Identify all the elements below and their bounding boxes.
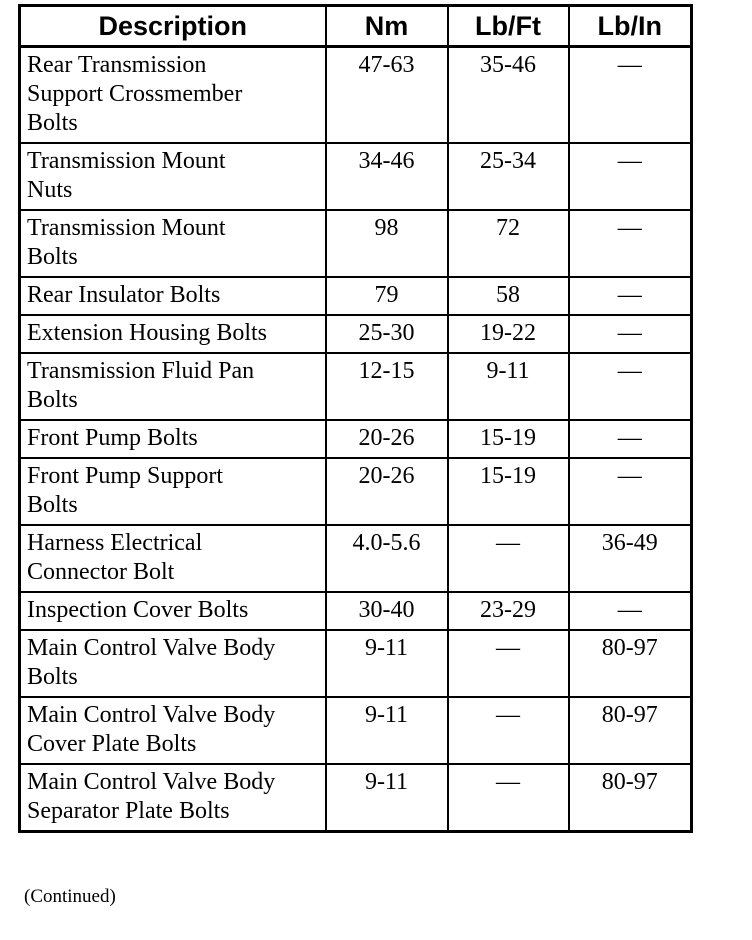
description-cell: [20, 525, 326, 592]
description-line: Main Control Valve Body: [27, 769, 276, 795]
description-line: Extension Housing Bolts: [27, 320, 268, 346]
description-cell: [20, 697, 326, 764]
description-cell: [20, 353, 326, 420]
lbft-cell: 35-46: [448, 47, 569, 144]
lbft-cell: —: [448, 630, 569, 697]
table-row: [20, 764, 692, 832]
table-row: [20, 697, 692, 764]
lbin-cell: —: [569, 458, 692, 525]
description-line: Harness Electrical: [27, 530, 203, 556]
nm-cell: 9-11: [326, 764, 448, 832]
lbin-cell: —: [569, 143, 692, 210]
lbin-cell: —: [569, 277, 692, 315]
torque-spec-table: [18, 4, 693, 833]
nm-cell: 9-11: [326, 630, 448, 697]
lbft-cell: 9-11: [448, 353, 569, 420]
description-cell: [20, 143, 326, 210]
description-cell: [20, 592, 326, 630]
table-row: [20, 47, 692, 144]
lbft-cell: 58: [448, 277, 569, 315]
description-cell: [20, 47, 326, 144]
description-cell: [20, 210, 326, 277]
table-row: [20, 353, 692, 420]
description-line: Bolts: [27, 244, 78, 270]
lbin-cell: —: [569, 210, 692, 277]
header-description: Description: [20, 6, 326, 47]
lbft-cell: 19-22: [448, 315, 569, 353]
description-line: Cover Plate Bolts: [27, 731, 197, 757]
header-nm: Nm: [326, 6, 448, 47]
nm-cell: 25-30: [326, 315, 448, 353]
table-row: [20, 143, 692, 210]
description-line: Nuts: [27, 177, 73, 203]
description-line: Connector Bolt: [27, 559, 175, 585]
lbft-cell: —: [448, 764, 569, 832]
nm-cell: 79: [326, 277, 448, 315]
description-line: Transmission Fluid Pan: [27, 358, 255, 384]
description-line: Bolts: [27, 492, 78, 518]
description-line: Bolts: [27, 110, 78, 136]
table-row: [20, 277, 692, 315]
lbft-cell: 72: [448, 210, 569, 277]
lbft-cell: 25-34: [448, 143, 569, 210]
description-line: Rear Insulator Bolts: [27, 282, 221, 308]
table-row: [20, 420, 692, 458]
description-cell: [20, 630, 326, 697]
lbin-cell: 36-49: [569, 525, 692, 592]
description-cell: [20, 764, 326, 832]
description-line: Separator Plate Bolts: [27, 798, 230, 824]
continued-note: (Continued): [24, 886, 116, 907]
lbin-cell: 80-97: [569, 697, 692, 764]
description-line: Inspection Cover Bolts: [27, 597, 249, 623]
description-line: Bolts: [27, 664, 78, 690]
description-line: Front Pump Support: [27, 463, 224, 489]
nm-cell: 4.0-5.6: [326, 525, 448, 592]
lbft-cell: —: [448, 697, 569, 764]
lbft-cell: 23-29: [448, 592, 569, 630]
table-row: [20, 525, 692, 592]
lbin-cell: —: [569, 315, 692, 353]
lbft-cell: —: [448, 525, 569, 592]
table-row: [20, 630, 692, 697]
nm-cell: 98: [326, 210, 448, 277]
description-line: Support Crossmember: [27, 81, 243, 107]
nm-cell: 47-63: [326, 47, 448, 144]
description-line: Rear Transmission: [27, 52, 207, 78]
description-cell: [20, 315, 326, 353]
header-row: [20, 6, 692, 47]
lbft-cell: 15-19: [448, 420, 569, 458]
table-row: [20, 458, 692, 525]
lbft-cell: 15-19: [448, 458, 569, 525]
lbin-cell: —: [569, 47, 692, 144]
lbin-cell: —: [569, 420, 692, 458]
description-line: Bolts: [27, 387, 78, 413]
lbin-cell: —: [569, 592, 692, 630]
nm-cell: 30-40: [326, 592, 448, 630]
table-body: [20, 47, 692, 832]
nm-cell: 34-46: [326, 143, 448, 210]
description-line: Main Control Valve Body: [27, 702, 276, 728]
table-row: [20, 315, 692, 353]
nm-cell: 12-15: [326, 353, 448, 420]
description-line: Main Control Valve Body: [27, 635, 276, 661]
table-row: [20, 210, 692, 277]
header-lbin: Lb/In: [569, 6, 692, 47]
nm-cell: 20-26: [326, 420, 448, 458]
description-cell: [20, 458, 326, 525]
table-row: [20, 592, 692, 630]
description-cell: [20, 277, 326, 315]
lbin-cell: —: [569, 353, 692, 420]
lbin-cell: 80-97: [569, 630, 692, 697]
description-line: Front Pump Bolts: [27, 425, 198, 451]
description-line: Transmission Mount: [27, 148, 226, 174]
description-line: Transmission Mount: [27, 215, 226, 241]
description-cell: [20, 420, 326, 458]
nm-cell: 20-26: [326, 458, 448, 525]
header-lbft: Lb/Ft: [448, 6, 569, 47]
lbin-cell: 80-97: [569, 764, 692, 832]
nm-cell: 9-11: [326, 697, 448, 764]
